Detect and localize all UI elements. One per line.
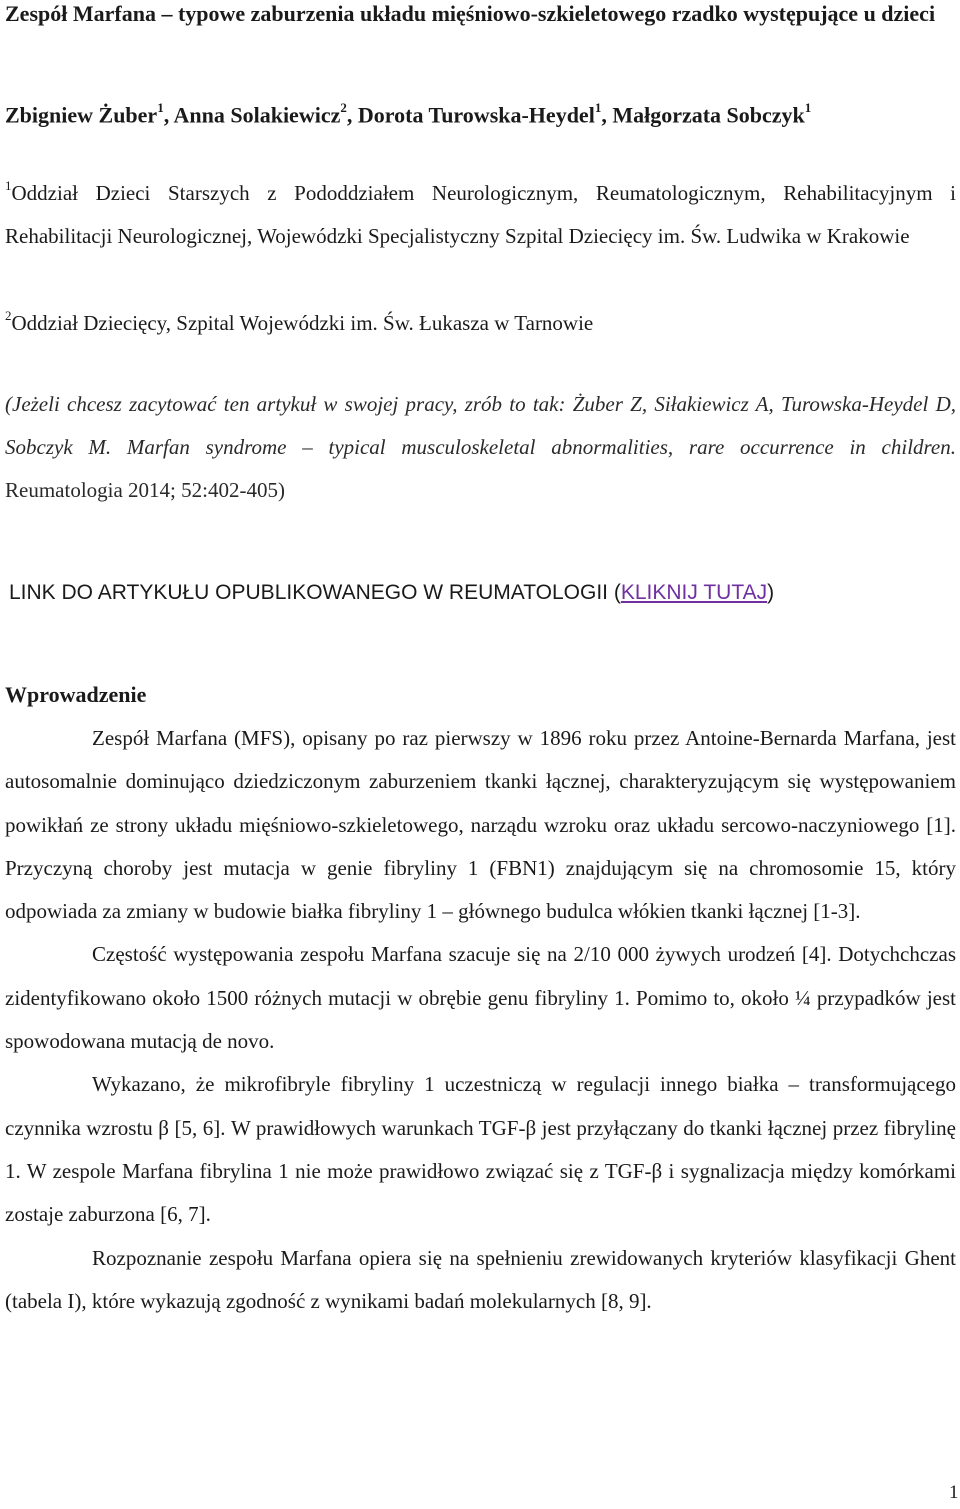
article-title: Zespół Marfana – typowe zaburzenia układu mięśniowo-szkieletowego rzadko występujące u dzieci (5, 1, 936, 26)
citation-note (5, 383, 956, 512)
affiliation-marker: 1 (5, 178, 12, 193)
author-list (5, 95, 811, 130)
link-prefix: LINK DO ARTYKUŁU OPUBLIKOWANEGO W REUMATOLOGII ( (9, 581, 621, 604)
author-affiliation-marker: 1 (804, 100, 812, 115)
author-separator: , (346, 102, 358, 128)
author-affiliation-marker: 1 (594, 100, 602, 115)
page-number: 1 (949, 1482, 959, 1503)
author-affiliation-marker: 1 (157, 100, 164, 115)
article-body (5, 717, 956, 1323)
affiliation-text: Oddział Dziecięcy, Szpital Wojewódzki im. Św. Łukasza w Tarnowie (11, 311, 594, 335)
paragraph: Rozpoznanie zespołu Marfana opiera się na spełnieniu zrewidowanych kryteriów klasyfikacji Ghent (tabela I), które wykazują zgodność z wynikami badań molekularnych [8, 9]. (5, 1245, 956, 1313)
affiliation-text: Oddział Dzieci Starszych z Pododdziałem Neurologicznym, Reumatologicznym, Rehabilitacyjnym i Rehabilitacji Neurologicznej, Wojewódzki Specjalistyczny Szpital Dziecięcy im. Św. Ludwika w Krakowie (5, 181, 956, 248)
affiliation-1 (5, 166, 956, 258)
citation-italic: (Jeżeli chcesz zacytować ten artykuł w swojej pracy, zrób to tak: Żuber Z, Siłakiewicz A, Turowska-Heydel D, Sobczyk M. Marfan syndrome – typical musculoskeletal abnormalities, rare occurrence in children. (5, 392, 956, 459)
section-heading: Wprowadzenie (5, 682, 147, 707)
article-link-line (9, 575, 774, 611)
citation-journal: Reumatologia 2014; 52:402-405) (5, 478, 285, 502)
affiliation-marker: 2 (5, 308, 12, 323)
link-suffix: ) (767, 581, 775, 604)
author-separator: , (601, 102, 613, 128)
author-name: Małgorzata Sobczyk (612, 102, 805, 128)
paragraph: Zespół Marfana (MFS), opisany po raz pierwszy w 1896 roku przez Antoine-Bernarda Marfana, jest autosomalnie dominująco dziedziczonym zaburzeniem tkanki łącznej, charakteryzującym się występowaniem powikłań ze strony układu mięśniowo-szkieletowego, narządu wzroku oraz układu sercowo-naczyniowego [1]. Przyczyną choroby jest mutacja w genie fibryliny 1 (FBN1) znajdującym się na chromosomie 15, który odpowiada za zmiany w budowie białka fibryliny 1 – głównego budulca włókien tkanki łącznej [1-3]. (5, 726, 956, 924)
author-affiliation-marker: 2 (340, 100, 347, 115)
article-link[interactable]: KLIKNIJ TUTAJ (620, 581, 768, 604)
paragraph: Wykazano, że mikrofibryle fibryliny 1 uczestniczą w regulacji innego białka – transformującego czynnika wzrostu β [5, 6]. W prawidłowych warunkach TGF-β jest przyłączany do tkanki łącznej przez fibrylinę 1. W zespole Marfana fibrylina 1 nie może prawidłowo związać się z TGF-β i sygnalizacja między komórkami zostaje zaburzona [6, 7]. (5, 1072, 956, 1227)
author-name: Zbigniew Żuber (5, 102, 158, 128)
author-separator: , (163, 102, 174, 128)
paragraph: Częstość występowania zespołu Marfana szacuje się na 2/10 000 żywych urodzeń [4]. Dotychchczas zidentyfikowano około 1500 różnych mutacji w obrębie genu fibryliny 1. Pomimo to, około ¼ przypadków jest spowodowana mutacją de novo. (5, 942, 956, 1054)
author-name: Anna Solakiewicz (173, 102, 341, 128)
affiliation-2 (5, 296, 956, 345)
author-name: Dorota Turowska-Heydel (357, 102, 595, 128)
